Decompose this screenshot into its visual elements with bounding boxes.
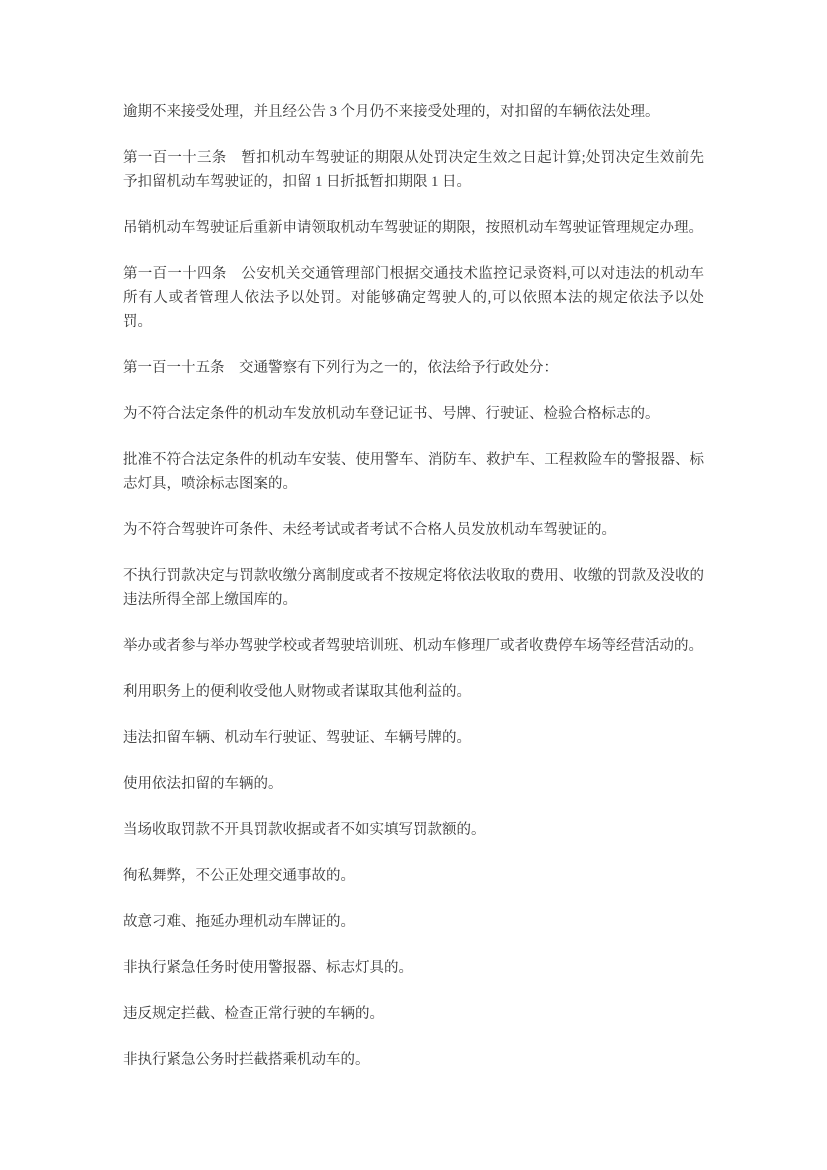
paragraph-item-deliberate-delay: 故意刁难、拖延办理机动车牌证的。 [123,914,355,930]
paragraph-item-illegal-detention: 违法扣留车辆、机动车行驶证、驾驶证、车辆号牌的。 [123,730,471,746]
paragraph-item-fine-receipt: 当场收取罚款不开具罚款收据或者不如实填写罚款额的。 [123,822,486,838]
paragraph-item-issue-driver-license: 为不符合驾驶许可条件、未经考试或者考试不合格人员发放机动车驾驶证的。 [123,522,616,538]
paragraph-item-non-emergency-siren: 非执行紧急任务时使用警报器、标志灯具的。 [123,960,413,976]
paragraph-item-hitch-ride: 非执行紧急公务时拦截搭乘机动车的。 [123,1052,370,1068]
paragraph-item-favoritism: 徇私舞弊，不公正处理交通事故的。 [123,868,355,884]
paragraph-item-use-detained-vehicle: 使用依法扣留的车辆的。 [123,776,283,792]
paragraph-item-illegal-stopping: 违反规定拦截、检查正常行驶的车辆的。 [123,1006,384,1022]
paragraph-item-abuse-position: 利用职务上的便利收受他人财物或者谋取其他利益的。 [123,684,471,700]
paragraph-overdue-handling: 逾期不来接受处理，并且经公告 3 个月仍不来接受处理的，对扣留的车辆依法处理。 [123,104,660,120]
paragraph-article-114: 第一百一十四条 公安机关交通管理部门根据交通技术监控记录资料,可以对违法的机动车所有人或者管理人依法予以处罚。对能够确定驾驶人的,可以依照本法的规定依法予以处罚。 [123,266,704,330]
paragraph-item-run-businesses: 举办或者参与举办驾驶学校或者驾驶培训班、机动车修理厂或者收费停车场等经营活动的。 [123,638,703,654]
paragraph-license-reapply: 吊销机动车驾驶证后重新申请领取机动车驾驶证的期限，按照机动车驾驶证管理规定办理。 [123,220,703,236]
paragraph-item-issue-registration: 为不符合法定条件的机动车发放机动车登记证书、号牌、行驶证、检验合格标志的。 [123,406,660,422]
paragraph-item-fine-separation: 不执行罚款决定与罚款收缴分离制度或者不按规定将依法收取的费用、收缴的罚款及没收的违法所得全部上缴国库的。 [123,568,704,608]
paragraph-item-approve-sirens: 批准不符合法定条件的机动车安装、使用警车、消防车、救护车、工程救险车的警报器、标志灯具，喷涂标志图案的。 [123,452,704,492]
paragraph-article-115: 第一百一十五条 交通警察有下列行为之一的，依法给予行政处分： [123,360,558,376]
paragraph-article-113: 第一百一十三条 暂扣机动车驾驶证的期限从处罚决定生效之日起计算;处罚决定生效前先予扣留机动车驾驶证的，扣留 1 日折抵暂扣期限 1 日。 [123,150,704,190]
